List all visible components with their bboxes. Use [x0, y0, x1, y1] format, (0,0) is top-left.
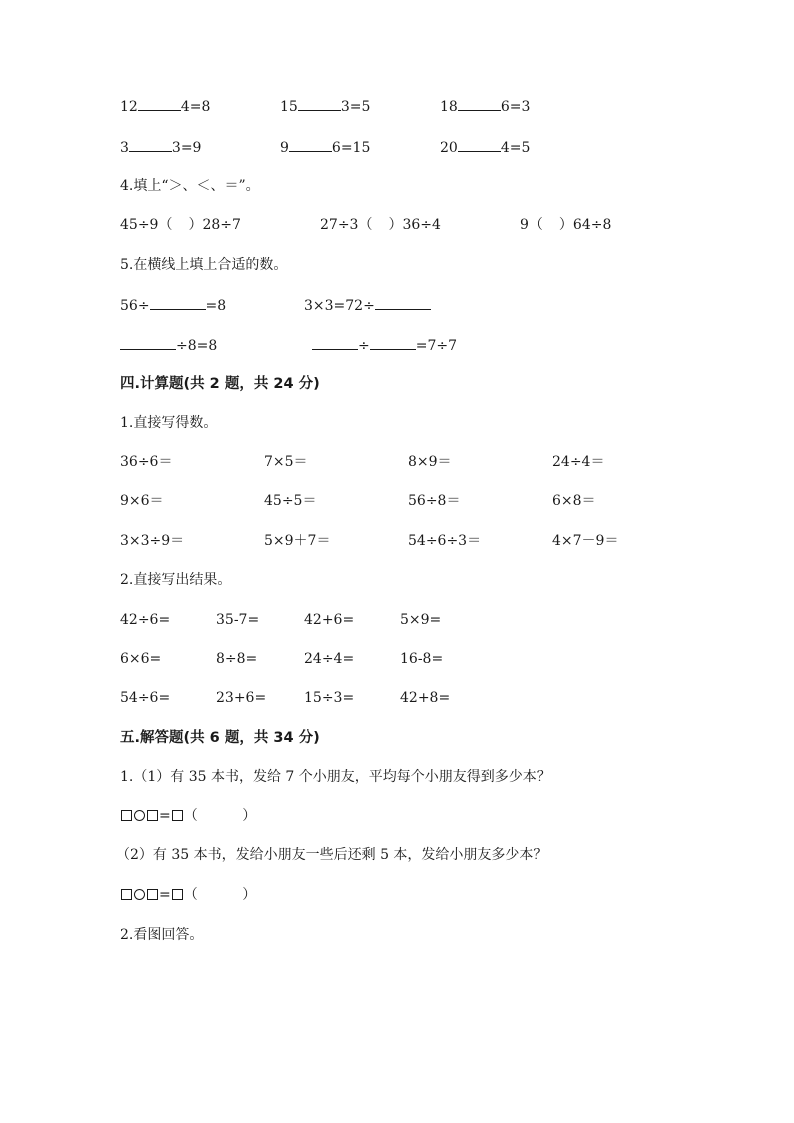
answer-blank[interactable] [289, 137, 332, 152]
square-box-icon[interactable] [147, 810, 158, 821]
square-box-icon[interactable] [121, 889, 132, 900]
sec5-q1a-equation-row [0, 806, 794, 826]
fill-op-row-2 [0, 137, 794, 157]
sec5-q1b-row [0, 845, 794, 865]
calc-item: 6×8＝ [552, 493, 596, 509]
fill-op-item: 15 3=5 [280, 96, 370, 117]
calc-item: 8÷8= [216, 651, 258, 667]
q4-title: 4.填上“＞、＜、＝”。 [120, 178, 260, 194]
calc-item: 3×3÷9＝ [120, 533, 185, 549]
square-box-icon[interactable] [172, 889, 183, 900]
square-box-icon[interactable] [121, 810, 132, 821]
word-problem-text: （2）有 35 本书，发给小朋友一些后还剩 5 本，发给小朋友多少本？ [116, 847, 548, 863]
calc-item: 54÷6= [120, 690, 171, 706]
answer-blank[interactable] [298, 96, 341, 111]
q5-item-b: 3×3=72÷ [304, 295, 431, 316]
calc-item: 54÷6÷3＝ [408, 533, 482, 549]
calc-item: 42+8= [400, 690, 451, 706]
circle-box-icon[interactable] [134, 889, 145, 900]
calc-row [0, 610, 794, 630]
answer-parentheses[interactable]: （ ） [183, 887, 257, 903]
equation-template: = （ ） [120, 806, 256, 826]
q5-row-1 [0, 295, 794, 315]
section-4-heading-row [0, 374, 794, 394]
equation-template: = （ ） [120, 885, 256, 905]
fill-op-item: 3 3=9 [120, 137, 201, 158]
calc-item: 24÷4＝ [552, 454, 605, 470]
calc-item: 6×6= [120, 651, 162, 667]
calc-item: 7×5＝ [264, 454, 308, 470]
fill-op-item: 20 4=5 [440, 137, 530, 158]
calc-item: 24÷4= [304, 651, 355, 667]
calc-row [0, 491, 794, 511]
q4-title-row [0, 176, 794, 196]
calc-item: 42+6= [304, 612, 355, 628]
compare-item: 27÷3（ ）36÷4 [320, 217, 441, 233]
calc-item: 35-7= [216, 612, 260, 628]
calc-item: 15÷3= [304, 690, 355, 706]
circle-box-icon[interactable] [134, 810, 145, 821]
answer-blank[interactable] [129, 137, 172, 152]
section-heading: 五.解答题(共 6 题，共 34 分) [120, 730, 320, 746]
sec5-q1a-row [0, 767, 794, 787]
fill-op-item: 9 6=15 [280, 137, 370, 158]
question-title: 1.直接写得数。 [120, 415, 218, 431]
calc-item: 45÷5＝ [264, 493, 317, 509]
calc-item: 42÷6= [120, 612, 171, 628]
calc-item: 5×9= [400, 612, 442, 628]
q5-item-d: ÷ =7÷7 [312, 335, 457, 356]
square-box-icon[interactable] [172, 810, 183, 821]
answer-blank[interactable] [120, 335, 176, 350]
fill-op-row-1 [0, 96, 794, 116]
question-title: 2.直接写出结果。 [120, 572, 232, 588]
q5-item-a: 56÷ =8 [120, 295, 226, 316]
answer-blank[interactable] [375, 295, 431, 310]
calc-item: 5×9＋7＝ [264, 533, 331, 549]
q5-title: 5.在横线上填上合适的数。 [120, 257, 288, 273]
q4-compare-row [0, 215, 794, 235]
compare-item: 45÷9（ ）28÷7 [120, 217, 241, 233]
fill-op-item: 12 4=8 [120, 96, 210, 117]
answer-parentheses[interactable]: （ ） [183, 808, 257, 824]
answer-blank[interactable] [458, 96, 501, 111]
q5-title-row [0, 255, 794, 275]
section-5-heading-row [0, 728, 794, 748]
answer-blank[interactable] [150, 295, 206, 310]
word-problem-text: 1.（1）有 35 本书，发给 7 个小朋友，平均每个小朋友得到多少本？ [120, 769, 551, 785]
sec5-q1b-equation-row [0, 885, 794, 905]
section-heading: 四.计算题(共 2 题，共 24 分) [120, 376, 320, 392]
calc-row [0, 649, 794, 669]
sec4-q1-title-row [0, 413, 794, 433]
calc-item: 16-8= [400, 651, 444, 667]
answer-blank[interactable] [138, 96, 181, 111]
calc-row [0, 531, 794, 551]
question-title: 2.看图回答。 [120, 927, 204, 943]
q5-row-2 [0, 335, 794, 355]
sec5-q2-row [0, 925, 794, 945]
answer-blank[interactable] [312, 335, 358, 350]
square-box-icon[interactable] [147, 889, 158, 900]
fill-op-item: 18 6=3 [440, 96, 530, 117]
calc-row [0, 452, 794, 472]
calc-item: 4×7－9＝ [552, 533, 619, 549]
answer-blank[interactable] [370, 335, 416, 350]
sec4-q2-title-row [0, 570, 794, 590]
calc-item: 36÷6＝ [120, 454, 173, 470]
compare-item: 9（ ）64÷8 [520, 217, 612, 233]
calc-item: 9×6＝ [120, 493, 164, 509]
q5-item-c: ÷8=8 [120, 335, 217, 356]
answer-blank[interactable] [458, 137, 501, 152]
calc-row [0, 688, 794, 708]
calc-item: 23+6= [216, 690, 267, 706]
calc-item: 8×9＝ [408, 454, 452, 470]
calc-item: 56÷8＝ [408, 493, 461, 509]
